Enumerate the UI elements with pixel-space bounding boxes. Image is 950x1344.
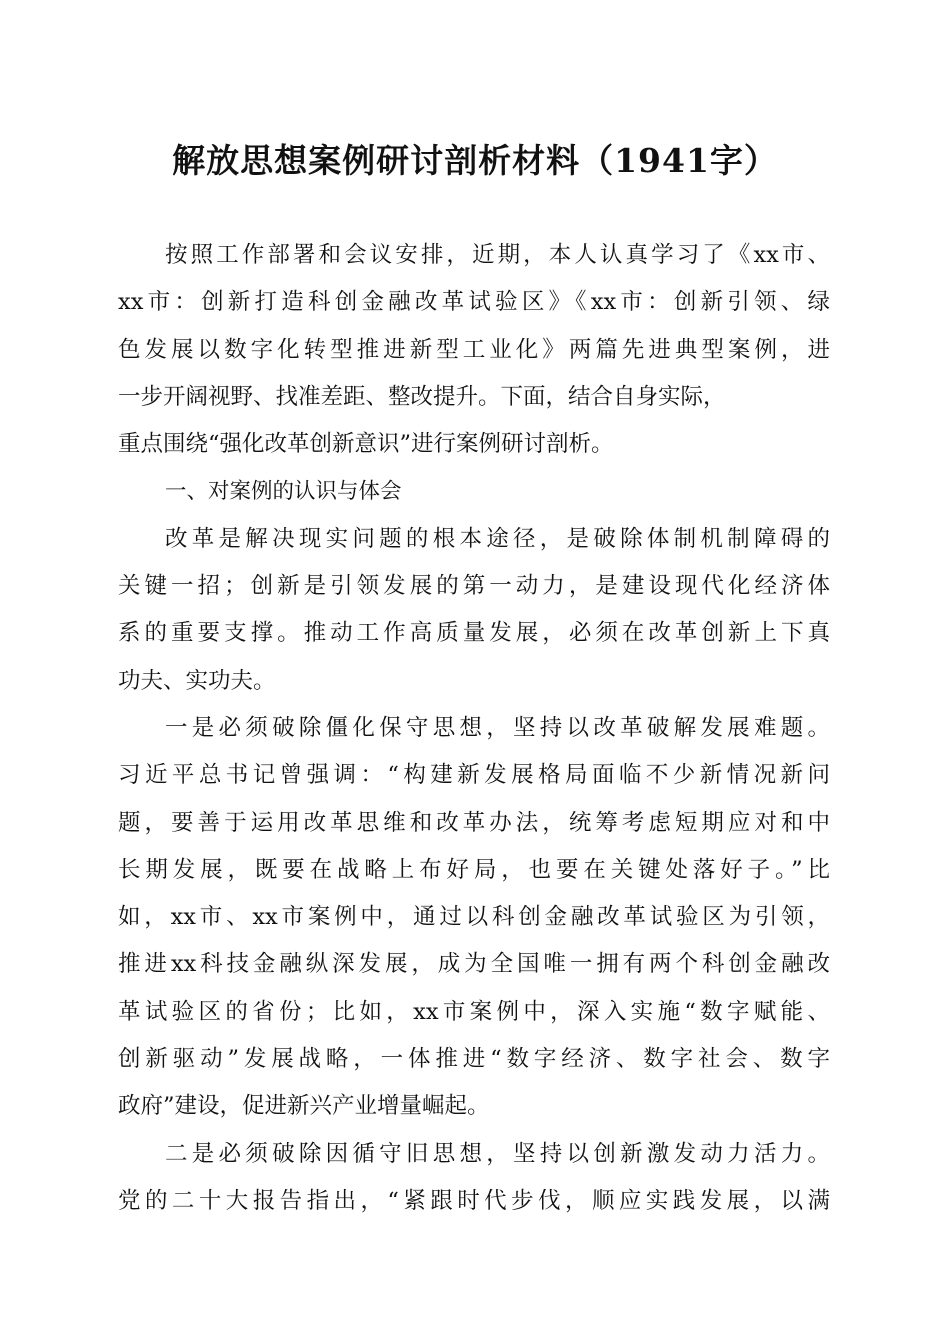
text-line: 推进xx科技金融纵深发展，成为全国唯一拥有两个科创金融改 [118, 951, 830, 978]
text-line: 政府”建设，促进新兴产业增量崛起。 [118, 1093, 490, 1120]
text-line: 关键一招；创新是引领发展的第一动力，是建设现代化经济体 [118, 573, 830, 600]
text-line: 习近平总书记曾强调：“构建新发展格局面临不少新情况新问 [118, 762, 830, 789]
paragraph-understanding [118, 516, 830, 705]
text-line: 革试验区的省份；比如，xx市案例中，深入实施“数字赋能、 [118, 998, 830, 1025]
text-line: 功夫、实功夫。 [118, 667, 276, 694]
section-heading: 一、对案例的认识与体会 [165, 479, 402, 505]
text-line: 题，要善于运用改革思维和改革办法，统筹考虑短期应对和中 [118, 809, 830, 836]
text-line: 创新驱动”发展战略，一体推进“数字经济、数字社会、数字 [118, 1046, 830, 1073]
document-title: 解放思想案例研讨剖析材料（1941字） [172, 141, 778, 180]
text-line: xx市：创新打造科创金融改革试验区》《xx市：创新引领、绿 [118, 289, 830, 316]
text-line: 一是必须破除僵化保守思想，坚持以改革破解发展难题。 [165, 714, 830, 741]
text-line: 按照工作部署和会议安排，近期，本人认真学习了《xx市、 [165, 242, 830, 268]
text-line: 长期发展，既要在战略上布好局，也要在关键处落好子。”比 [118, 856, 830, 883]
text-line: 色发展以数字化转型推进新型工业化》两篇先进典型案例，进 [118, 336, 830, 363]
text-line: 改革是解决现实问题的根本途径，是破除体制机制障碍的 [165, 525, 830, 552]
text-line: 系的重要支撑。推动工作高质量发展，必须在改革创新上下真 [118, 620, 830, 647]
paragraph-point-two [118, 1131, 830, 1226]
paragraph-point-one [118, 705, 830, 1131]
document-body [118, 232, 830, 1225]
text-line: 二是必须破除因循守旧思想，坚持以创新激发动力活力。 [165, 1140, 830, 1167]
text-line: 党的二十大报告指出，“紧跟时代步伐，顺应实践发展，以满 [118, 1187, 830, 1214]
paragraph-intro [118, 232, 830, 468]
text-line: 如，xx市、xx市案例中，通过以科创金融改革试验区为引领， [118, 904, 830, 931]
text-line: 重点围绕“强化改革创新意识”进行案例研讨剖析。 [118, 431, 614, 458]
text-line: 一步开阔视野、找准差距、整改提升。下面，结合自身实际， [118, 383, 726, 410]
